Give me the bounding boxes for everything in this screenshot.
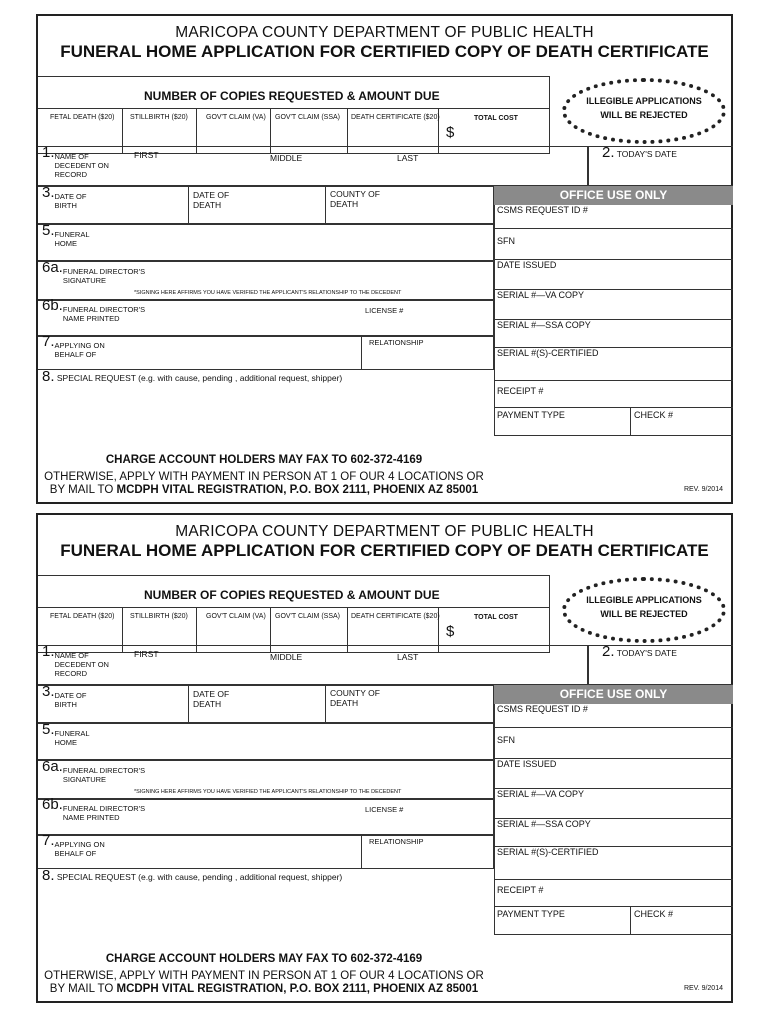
illegible-notice [562, 577, 726, 643]
form-title: FUNERAL HOME APPLICATION FOR CERTIFIED COPY OF DEATH CERTIFICATE [60, 42, 709, 61]
dates-row [38, 186, 494, 224]
field-label: TODAY'S DATE [616, 648, 677, 658]
field-label: FUNERAL HOME [54, 729, 90, 747]
mail-line-2 [38, 484, 490, 497]
mail-instructions [38, 471, 490, 497]
relationship-field[interactable]: RELATIONSHIP [369, 338, 424, 347]
mail-instructions [38, 970, 490, 996]
check-field[interactable]: CHECK # [631, 907, 733, 935]
county-of-death-field[interactable]: COUNTY OF DEATH [330, 189, 380, 209]
office-use-header: OFFICE USE ONLY [494, 186, 733, 205]
director-name-label [42, 796, 153, 822]
middle-name-label: MIDDLE [270, 652, 303, 662]
director-signature-label [42, 259, 153, 285]
govt-claim-va-copies[interactable]: GOV'T CLAIM (VA) [206, 114, 266, 121]
receipt-field[interactable]: RECEIPT # [494, 381, 733, 408]
field-number: 2. [602, 144, 615, 161]
mail-address: MCDPH VITAL REGISTRATION, P.O. BOX 2111, PHOENIX AZ 85001 [116, 983, 479, 995]
field-number: 7. [42, 333, 55, 350]
serial-ssa-field[interactable]: SERIAL #—SSA COPY [494, 819, 733, 847]
mail-line-1: OTHERWISE, APPLY WITH PAYMENT IN PERSON AT 1 OF OUR 4 LOCATIONS OR [44, 970, 484, 982]
notice-line-1: ILLEGIBLE APPLICATIONS [586, 595, 702, 605]
mail-prefix: BY MAIL TO [49, 983, 117, 995]
special-request-field[interactable] [42, 368, 343, 385]
check-field[interactable]: CHECK # [631, 408, 733, 436]
funeral-home-label [42, 222, 95, 248]
decedent-name-field[interactable] [38, 146, 588, 186]
county-of-death-field[interactable]: COUNTY OF DEATH [330, 688, 380, 708]
field-number: 6b. [42, 297, 63, 314]
illegible-notice [562, 78, 726, 144]
mail-prefix: BY MAIL TO [49, 484, 117, 496]
director-name-label [42, 297, 153, 323]
date-of-death-field[interactable]: DATE OF DEATH [193, 190, 230, 210]
last-name-label: LAST [397, 153, 419, 163]
total-cost-label: TOTAL COST [474, 115, 518, 122]
applying-on-behalf-label [42, 333, 115, 359]
copies-header: NUMBER OF COPIES REQUESTED & AMOUNT DUE [144, 588, 440, 602]
field-number: 1. [42, 144, 55, 161]
field-number: 8. [42, 368, 55, 385]
copies-header: NUMBER OF COPIES REQUESTED & AMOUNT DUE [144, 89, 440, 103]
application-form-bottom [36, 513, 733, 1003]
license-field[interactable]: LICENSE # [365, 805, 404, 814]
fax-notice: CHARGE ACCOUNT HOLDERS MAY FAX TO 602-372-4169 [105, 953, 423, 965]
death-certificate-copies[interactable]: DEATH CERTIFICATE ($20) [351, 114, 440, 121]
dates-row [38, 685, 494, 723]
director-signature-label [42, 758, 153, 784]
serial-certified-field[interactable]: SERIAL #(S)-CERTIFIED [494, 348, 733, 381]
funeral-home-label [42, 721, 95, 747]
fax-notice: CHARGE ACCOUNT HOLDERS MAY FAX TO 602-372-4169 [105, 454, 423, 466]
receipt-field[interactable]: RECEIPT # [494, 880, 733, 907]
date-of-birth-field[interactable] [42, 184, 95, 210]
todays-date-label [602, 144, 677, 161]
affirmation-note: *SIGNING HERE AFFIRMS YOU HAVE VERIFIED THE APPLICANT'S RELATIONSHIP TO THE DECEDENT [134, 789, 402, 795]
middle-name-label: MIDDLE [270, 153, 303, 163]
payment-type-field[interactable]: PAYMENT TYPE [494, 907, 630, 935]
first-name-label: FIRST [134, 649, 159, 659]
sfn-field[interactable]: SFN [494, 229, 733, 260]
agency-title: MARICOPA COUNTY DEPARTMENT OF PUBLIC HEALTH [175, 24, 594, 41]
revision-label: REV. 9/2014 [683, 486, 723, 493]
govt-claim-ssa-copies[interactable]: GOV'T CLAIM (SSA) [275, 114, 340, 121]
notice-line-1: ILLEGIBLE APPLICATIONS [586, 96, 702, 106]
field-label: TODAY'S DATE [616, 149, 677, 159]
notice-line-2: WILL BE REJECTED [600, 609, 688, 619]
serial-va-field[interactable]: SERIAL #—VA COPY [494, 290, 733, 320]
total-cost-field[interactable]: $ [446, 623, 455, 640]
field-number: 5. [42, 721, 55, 738]
relationship-field[interactable]: RELATIONSHIP [369, 837, 424, 846]
mail-line-2 [38, 983, 490, 996]
field-number: 6a. [42, 758, 63, 775]
date-of-death-field[interactable]: DATE OF DEATH [193, 689, 230, 709]
special-request-field[interactable] [42, 867, 343, 884]
serial-ssa-field[interactable]: SERIAL #—SSA COPY [494, 320, 733, 348]
field-number: 3. [42, 184, 55, 201]
total-cost-field[interactable]: $ [446, 124, 455, 141]
field-number: 6a. [42, 259, 63, 276]
field-number: 1. [42, 643, 55, 660]
funeral-home-field[interactable] [38, 224, 494, 261]
decedent-name-label [42, 643, 115, 678]
decedent-name-label [42, 144, 115, 179]
field-label: FUNERAL DIRECTOR'S SIGNATURE [62, 267, 146, 285]
serial-certified-field[interactable]: SERIAL #(S)-CERTIFIED [494, 847, 733, 880]
office-use-header: OFFICE USE ONLY [494, 685, 733, 704]
field-label: FUNERAL DIRECTOR'S NAME PRINTED [62, 804, 146, 822]
application-form-top [36, 14, 733, 504]
field-label: DATE OF BIRTH [54, 192, 87, 210]
field-label: FUNERAL DIRECTOR'S SIGNATURE [62, 766, 146, 784]
govt-claim-ssa-copies[interactable]: GOV'T CLAIM (SSA) [275, 613, 340, 620]
notice-line-2: WILL BE REJECTED [600, 110, 688, 120]
field-label: NAME OF DECEDENT ON RECORD [54, 651, 109, 678]
date-issued-field[interactable]: DATE ISSUED [494, 260, 733, 290]
form-title: FUNERAL HOME APPLICATION FOR CERTIFIED COPY OF DEATH CERTIFICATE [60, 541, 709, 560]
affirmation-note: *SIGNING HERE AFFIRMS YOU HAVE VERIFIED THE APPLICANT'S RELATIONSHIP TO THE DECEDENT [134, 290, 402, 296]
field-label: FUNERAL HOME [54, 230, 90, 248]
field-label: FUNERAL DIRECTOR'S NAME PRINTED [62, 305, 146, 323]
total-cost-label: TOTAL COST [474, 614, 518, 621]
fetal-death-copies[interactable]: FETAL DEATH ($20) [50, 114, 115, 121]
govt-claim-va-copies[interactable]: GOV'T CLAIM (VA) [206, 613, 266, 620]
date-issued-field[interactable]: DATE ISSUED [494, 759, 733, 789]
applying-on-behalf-label [42, 832, 115, 858]
field-label: DATE OF BIRTH [54, 691, 87, 709]
mail-address: MCDPH VITAL REGISTRATION, P.O. BOX 2111, PHOENIX AZ 85001 [116, 484, 479, 496]
field-number: 8. [42, 867, 55, 884]
death-certificate-copies[interactable]: DEATH CERTIFICATE ($20) [351, 613, 440, 620]
last-name-label: LAST [397, 652, 419, 662]
license-field[interactable]: LICENSE # [365, 306, 404, 315]
stillbirth-copies[interactable]: STILLBIRTH ($20) [130, 613, 188, 620]
todays-date-label [602, 643, 677, 660]
csms-request-id[interactable]: CSMS REQUEST ID # [494, 704, 733, 728]
fetal-death-copies[interactable]: FETAL DEATH ($20) [50, 613, 115, 620]
decedent-name-field[interactable] [38, 645, 588, 685]
field-number: 2. [602, 643, 615, 660]
mail-line-1: OTHERWISE, APPLY WITH PAYMENT IN PERSON AT 1 OF OUR 4 LOCATIONS OR [44, 471, 484, 483]
sfn-field[interactable]: SFN [494, 728, 733, 759]
funeral-home-field[interactable] [38, 723, 494, 760]
field-label: APPLYING ON BEHALF OF [54, 840, 105, 858]
field-number: 5. [42, 222, 55, 239]
first-name-label: FIRST [134, 150, 159, 160]
field-number: 7. [42, 832, 55, 849]
stillbirth-copies[interactable]: STILLBIRTH ($20) [130, 114, 188, 121]
agency-title: MARICOPA COUNTY DEPARTMENT OF PUBLIC HEALTH [175, 523, 594, 540]
field-label: SPECIAL REQUEST (e.g. with cause, pending , additional request, shipper) [56, 872, 343, 882]
field-label: NAME OF DECEDENT ON RECORD [54, 152, 109, 179]
field-number: 6b. [42, 796, 63, 813]
serial-va-field[interactable]: SERIAL #—VA COPY [494, 789, 733, 819]
field-label: APPLYING ON BEHALF OF [54, 341, 105, 359]
csms-request-id[interactable]: CSMS REQUEST ID # [494, 205, 733, 229]
date-of-birth-field[interactable] [42, 683, 95, 709]
payment-type-field[interactable]: PAYMENT TYPE [494, 408, 630, 436]
field-number: 3. [42, 683, 55, 700]
revision-label: REV. 9/2014 [683, 985, 723, 992]
field-label: SPECIAL REQUEST (e.g. with cause, pending , additional request, shipper) [56, 373, 343, 383]
